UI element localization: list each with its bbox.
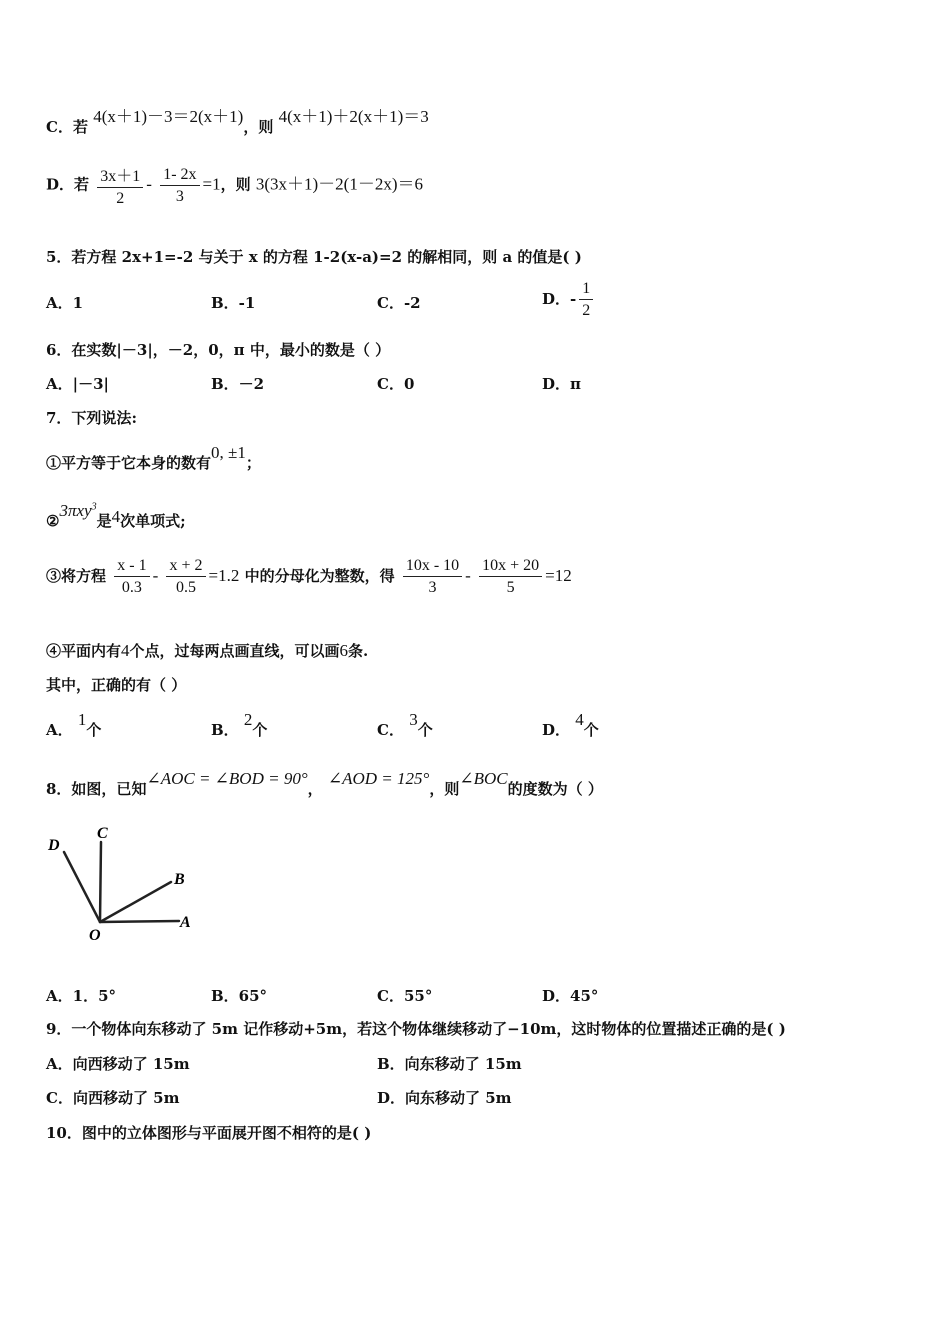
statement-text: 个点，过每两点画直线，可以画	[129, 642, 340, 660]
fraction: $\frac{x + 2}{0.5}$	[166, 557, 205, 597]
statement-text: ①平方等于它本身的数有	[46, 454, 212, 472]
angle-figure	[44, 822, 200, 947]
q5-option-a: A．1	[46, 294, 84, 312]
math-expr: 3πxy$^3$	[59, 501, 97, 520]
statement-text: 次单项式;	[120, 512, 186, 530]
option-label: D．-	[542, 290, 577, 308]
option-text: ，则	[243, 118, 274, 136]
math-expr: ∠AOC = ∠BOD = 90°	[146, 769, 308, 788]
statement-text: 是	[96, 512, 112, 530]
q5-option-d	[542, 280, 596, 320]
fraction: $\frac{x - 1}{0.3}$	[114, 557, 149, 597]
statement-text: 的度数为（ ）	[507, 780, 603, 798]
q7-option-a: A． 1个	[46, 710, 102, 739]
option-text: 若	[74, 175, 90, 194]
option-label: D．	[46, 175, 75, 194]
q8-option-c: C．55°	[377, 987, 433, 1005]
ray-od	[64, 852, 100, 922]
q4-option-c	[46, 107, 429, 137]
statement-text: 条.	[348, 642, 369, 660]
q4-option-d	[46, 163, 423, 208]
fraction: $\frac{1- 2x}{3}$	[160, 166, 199, 206]
q5-option-b: B．-1	[211, 294, 256, 312]
q5-option-c: C．-2	[377, 294, 421, 312]
math-expr: 0, ±1	[211, 443, 246, 462]
statement-text: ；	[245, 454, 261, 472]
fraction: $\frac{1}{2}$	[579, 280, 593, 320]
math-expr: ∠BOC	[459, 769, 508, 788]
ray-oc	[100, 842, 101, 922]
q7-ask: 其中，正确的有（ ）	[46, 676, 187, 694]
equation: 4(x＋1)＋2(x＋1)＝3	[278, 107, 429, 126]
equation: 4(x＋1)－3＝2(x＋1)	[93, 107, 244, 126]
operator: =1	[202, 174, 221, 194]
option-text: ，则	[220, 175, 251, 194]
q9-option-b: B．向东移动了 15m	[377, 1055, 522, 1073]
q8-option-d: D．45°	[542, 987, 599, 1005]
equation: 3(3x＋1)－2(1－2x)＝6	[255, 174, 424, 194]
math-expr: 4	[121, 641, 130, 660]
statement-text: 8．如图，已知	[46, 780, 147, 798]
q6-option-c: C．0	[377, 375, 415, 393]
q7-stem: 7．下列说法:	[46, 409, 137, 427]
fraction: $\frac{10x + 20}{5}$	[479, 557, 542, 597]
label-d: D	[48, 837, 60, 854]
q7-statement-4	[46, 640, 368, 661]
q9-option-a: A．向西移动了 15m	[46, 1055, 190, 1073]
math-expr: 6	[339, 641, 349, 660]
statement-text: ②	[46, 512, 60, 530]
label-a: A	[180, 914, 191, 931]
q9-stem: 9．一个物体向东移动了 5m 记作移动+5m，若这个物体继续移动了−10m，这时物体的位置描述正确的是( )	[46, 1020, 786, 1038]
q10-stem: 10．图中的立体图形与平面展开图不相符的是( )	[46, 1124, 372, 1142]
statement-text: 中的分母化为整数，得	[244, 567, 395, 585]
q7-statement-2	[46, 501, 186, 531]
fraction: $\frac{10x - 10}{3}$	[403, 557, 462, 597]
q8-option-b: B．65°	[211, 987, 268, 1005]
fraction: $\frac{3x+1}{2}$	[97, 163, 143, 208]
q8-option-a: A．1．5°	[46, 987, 117, 1005]
q7-option-d: D． 4个	[542, 710, 599, 739]
q7-option-c: C． 3个	[377, 710, 433, 739]
q7-statement-3: ③将方程 $\frac{x - 1}{0.3}$ - $\frac{x + 2}{0.5}$ =1.2 中的分母化为整数，得 $\frac{10x - 10}{3}$ - $\frac{10x + 20}{5}$ =12	[46, 557, 572, 596]
q7-option-b: B． 2个	[211, 710, 268, 739]
q6-stem: 6．在实数|－3|，－2，0，π 中，最小的数是（ ）	[46, 341, 391, 359]
label-o: O	[89, 927, 101, 944]
label-b: B	[174, 871, 185, 888]
q9-option-c: C．向西移动了 5m	[46, 1089, 180, 1107]
operator: =12	[545, 566, 572, 585]
q6-option-a: A．|－3|	[46, 375, 109, 393]
q8-stem: 8．如图，已知∠AOC = ∠BOD = 90°， ∠AOD = 125°，则∠BOC的度数为（ ）	[46, 769, 603, 798]
option-label: C．	[46, 118, 73, 136]
q6-option-b: B．－2	[211, 375, 265, 393]
statement-text: ④平面内有	[46, 642, 122, 660]
q9-option-d: D．向东移动了 5m	[377, 1089, 512, 1107]
math-expr: ∠AOD = 125°	[327, 769, 430, 788]
ray-ob	[100, 882, 171, 922]
statement-text: ③将方程	[46, 567, 107, 585]
math-expr: 4	[111, 507, 121, 526]
option-text: 若	[72, 118, 88, 136]
q7-statement-1	[46, 443, 261, 473]
operator: -	[146, 174, 152, 194]
operator: =1.2	[208, 566, 240, 585]
label-c: C	[97, 825, 108, 842]
q6-option-d: D．π	[542, 375, 581, 393]
ray-oa	[100, 921, 179, 922]
q5-stem: 5．若方程 2x+1=-2 与关于 x 的方程 1-2(x-a)=2 的解相同，则 a 的值是( )	[46, 248, 582, 266]
